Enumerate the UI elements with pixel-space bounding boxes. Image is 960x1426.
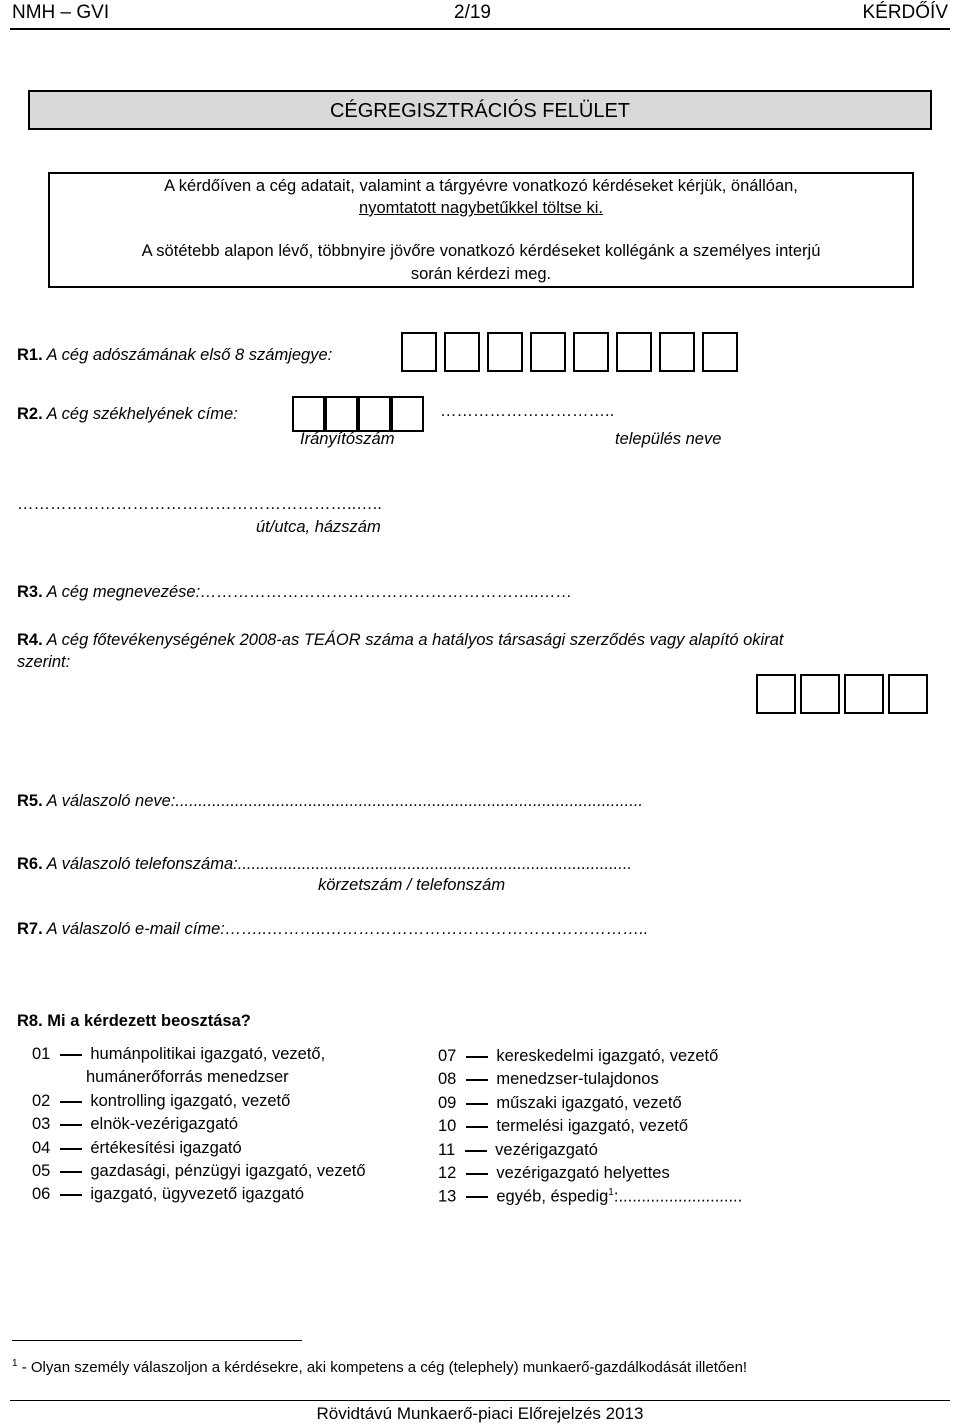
footnote-mark: 1 — [12, 1358, 18, 1369]
tax-digit-1[interactable] — [401, 332, 437, 372]
dash-line — [466, 1056, 488, 1058]
footnote-rule — [12, 1340, 302, 1341]
footer-text: Rövidtávú Munkaerő-piaci Előrejelzés 2013 — [316, 1404, 644, 1423]
dash-line — [60, 1194, 82, 1196]
dash-line — [466, 1126, 488, 1128]
teaor-digit-2[interactable] — [800, 674, 840, 714]
header-left: NMH – GVI — [12, 2, 110, 23]
teaor-digit-1[interactable] — [756, 674, 796, 714]
dash-line — [466, 1079, 488, 1081]
r6-question: R6. A válaszoló telefonszáma:...................................................................................... — [17, 855, 632, 873]
phone-caption: körzetszám / telefonszám — [318, 876, 506, 894]
option-02[interactable]: 02 kontrolling igazgató, vezető — [32, 1092, 291, 1110]
footnote-ref: 1 — [608, 1187, 614, 1198]
phone-field[interactable]: ...................................................................................... — [237, 855, 632, 873]
r8-question: R8. Mi a kérdezett beosztása? — [17, 1012, 251, 1030]
zip-digit-4[interactable] — [391, 396, 424, 432]
option-10[interactable]: 10 termelési igazgató, vezető — [438, 1117, 689, 1135]
zip-digit-1[interactable] — [292, 396, 325, 432]
option-01-cont: humánerőforrás menedzser — [86, 1068, 289, 1086]
option-07[interactable]: 07 kereskedelmi igazgató, vezető — [438, 1047, 719, 1065]
tax-digit-8[interactable] — [702, 332, 738, 372]
option-12[interactable]: 12 vezérigazgató helyettes — [438, 1164, 670, 1182]
option-03[interactable]: 03 elnök-vezérigazgató — [32, 1115, 239, 1133]
zip-digit-2[interactable] — [325, 396, 358, 432]
zip-caption: Irányítószám — [300, 430, 395, 448]
title-box — [28, 90, 932, 130]
option-01[interactable]: 01 humánpolitikai igazgató, vezető, — [32, 1045, 326, 1063]
page-number: 2/19 — [454, 2, 491, 23]
r3-question: R3. A cég megnevezése:……………………………………………………..…… — [17, 583, 573, 601]
tax-digit-3[interactable] — [487, 332, 523, 372]
r4-question-cont: szerint: — [17, 653, 71, 671]
r2-question: R2. A cég székhelyének címe: — [17, 405, 238, 423]
city-field[interactable]: ………………………….. — [440, 402, 615, 420]
dash-line — [60, 1124, 82, 1126]
dash-line — [466, 1173, 488, 1175]
option-08[interactable]: 08 menedzser-tulajdonos — [438, 1070, 659, 1088]
option-09[interactable]: 09 műszaki igazgató, vezető — [438, 1094, 682, 1112]
tax-digit-4[interactable] — [530, 332, 566, 372]
zip-digit-3[interactable] — [358, 396, 391, 432]
option-11[interactable]: 11 vezérigazgató — [438, 1141, 598, 1159]
dash-line — [466, 1196, 488, 1198]
tax-digit-5[interactable] — [573, 332, 609, 372]
dash-line — [466, 1103, 488, 1105]
email-field[interactable]: ……..………..………………………………………………….. — [224, 920, 649, 938]
company-name-field[interactable]: ……………………………………………………..…… — [200, 583, 573, 601]
tax-digit-7[interactable] — [659, 332, 695, 372]
instruction-line-4: során kérdezi meg. — [410, 265, 552, 283]
street-field[interactable]: ……………………………………………………..….. — [17, 495, 382, 513]
instruction-line-2: nyomtatott nagybetűkkel töltse ki. — [359, 199, 603, 217]
instruction-line-3: A sötétebb alapon lévő, többnyire jövőre vonatkozó kérdéseket kollégánk a személyes interjú — [141, 242, 821, 260]
r1-question: R1. A cég adószámának első 8 számjegye: — [17, 346, 333, 364]
footer-rule — [10, 1400, 950, 1401]
header-rule — [10, 28, 950, 30]
tax-digit-6[interactable] — [616, 332, 652, 372]
instruction-line-1: A kérdőíven a cég adatait, valamint a tárgyévre vonatkozó kérdéseket kérjük, önállóan, — [164, 177, 798, 195]
option-05[interactable]: 05 gazdasági, pénzügyi igazgató, vezető — [32, 1162, 366, 1180]
r5-question: R5. A válaszoló neve:...................................................................................................... — [17, 792, 643, 810]
option-13[interactable]: 13 egyéb, éspedig$^1$:........................... — [438, 1187, 743, 1206]
respondent-name-field[interactable]: ...................................................................................................... — [175, 792, 643, 810]
dash-line — [60, 1171, 82, 1173]
city-caption: település neve — [615, 430, 722, 448]
tax-digit-2[interactable] — [444, 332, 480, 372]
dash-line — [60, 1148, 82, 1150]
option-04[interactable]: 04 értékesítési igazgató — [32, 1139, 242, 1157]
instructions-box — [48, 172, 914, 288]
teaor-digit-4[interactable] — [888, 674, 928, 714]
street-caption: út/utca, házszám — [256, 518, 381, 536]
dash-line — [60, 1054, 82, 1056]
teaor-digit-3[interactable] — [844, 674, 884, 714]
header-right: KÉRDŐÍV — [862, 2, 948, 23]
footnote: $^1$ - Olyan személy válaszoljon a kérdésekre, aki kompetens a cég (telephely) munkaerő-gazdálkodását illetően! — [12, 1358, 748, 1376]
page-title: CÉGREGISZTRÁCIÓS FELÜLET — [329, 100, 631, 122]
r4-question: R4. A cég főtevékenységének 2008-as TEÁOR száma a hatályos társasági szerződés vagy alapító okirat — [17, 631, 784, 649]
r7-question: R7. A válaszoló e-mail címe:……..………..………………………………………………….. — [17, 920, 649, 938]
dash-line — [465, 1150, 487, 1152]
option-06[interactable]: 06 igazgató, ügyvezető igazgató — [32, 1185, 305, 1203]
dash-line — [60, 1101, 82, 1103]
